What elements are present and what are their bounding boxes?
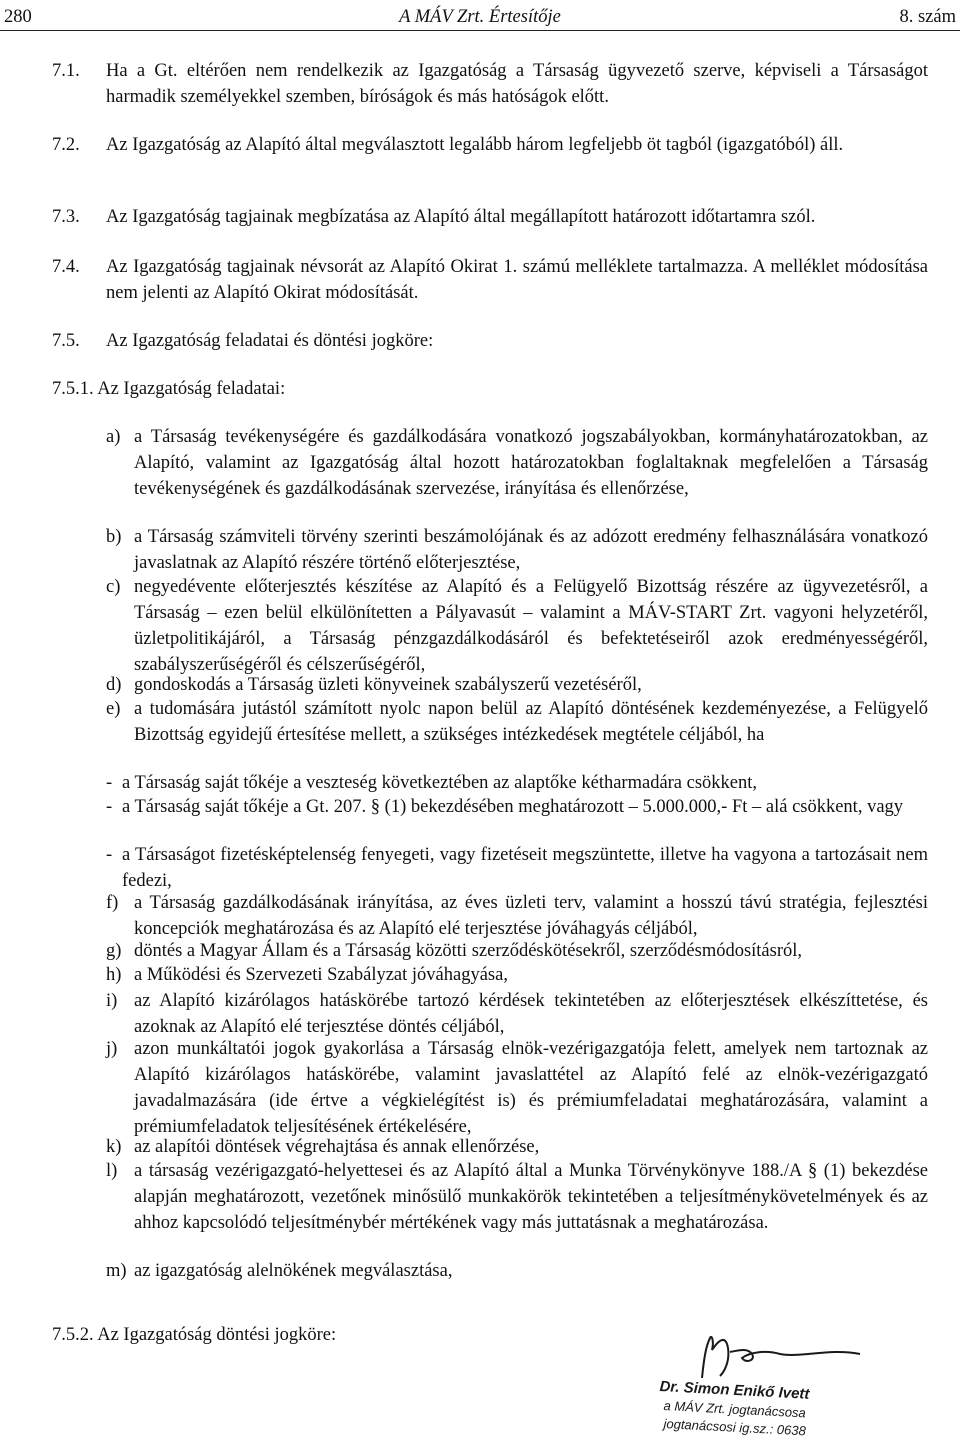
stamp-registration: jogtanácsosi ig.sz.: 0638	[663, 1416, 807, 1439]
section-7-2-text: Az Igazgatóság az Alapító által megválasztott legalább három legfeljebb öt tagból (igazgatóból) áll.	[106, 135, 844, 155]
section-7-5-text: Az Igazgatóság feladatai és döntési jogköre:	[106, 331, 434, 351]
list-text: a Társaság saját tőkéje a veszteség következtében az alaptőke kétharmadára csökkent,	[122, 773, 758, 793]
list-text: a Működési és Szervezeti Szabályzat jóváhagyása,	[134, 965, 508, 985]
section-7-3-text: Az Igazgatóság tagjainak megbízatása az Alapító által megállapított határozott időtartamra szól.	[106, 207, 816, 227]
list-text: azon munkáltatói jogok gyakorlása a Társaság elnök-vezérigazgatója felett, amelyek nem tartoznak az Alapító kizárólagos hatáskörébe, valamint javaslattétel az Alapító felé az elnök-vezérigazgató javadalmazására (ide értve a végkielégítést is) és prémiumfeladatai meghatározására, valamint a prémiumfeladatok teljesítésének értékelésére,	[134, 1039, 928, 1137]
list-label: -	[106, 845, 113, 865]
section-7-4-text: Az Igazgatóság tagjainak névsorát az Alapító Okirat 1. számú melléklete tartalmazza. A melléklet módosítása nem jelenti az Alapító Okirat módosítását.	[106, 257, 928, 303]
list-item-h	[106, 962, 928, 988]
section-7-1-text: Ha a Gt. eltérően nem rendelkezik az Igazgatóság a Társaság ügyvezető szerve, képviseli a Társaságot harmadik személyekkel szemben, bíróságok és más hatóságok előtt.	[106, 61, 928, 107]
list-label: j)	[106, 1039, 118, 1059]
list-item-k	[106, 1134, 928, 1160]
list-item-c	[106, 574, 928, 678]
section-7-5-1-heading: 7.5.1. Az Igazgatóság feladatai:	[52, 379, 286, 399]
list-item-dash-3	[106, 842, 928, 894]
handwritten-signature	[690, 1328, 890, 1388]
list-label: f)	[106, 893, 119, 913]
list-item-f	[106, 890, 928, 942]
page-header	[0, 2, 960, 31]
list-label: h)	[106, 965, 122, 985]
journal-title: A MÁV Zrt. Értesítője	[399, 7, 561, 27]
list-item-b	[106, 524, 928, 576]
list-item-i	[106, 988, 928, 1040]
section-number: 7.5.	[52, 331, 80, 351]
list-label: c)	[106, 577, 121, 597]
list-label: e)	[106, 699, 121, 719]
list-text: az Alapító kizárólagos hatáskörébe tartozó kérdések tekintetében az előterjesztések elkészíttetése, és azoknak az Alapító elé terjesztése döntés céljából,	[134, 991, 928, 1037]
list-text: az igazgatóság alelnökének megválasztása,	[134, 1261, 453, 1281]
list-label: m)	[106, 1261, 127, 1281]
stamp-name: Dr. Simon Enikő Ivett	[659, 1378, 810, 1403]
section-number: 7.2.	[52, 135, 80, 155]
list-text: az alapítói döntések végrehajtása és annak ellenőrzése,	[134, 1137, 540, 1157]
list-text: negyedévente előterjesztés készítése az Alapító és a Felügyelő Bizottság részére az ügyvezetésről, a Társaság – ezen belül elkülönítetten a Pályavasút – valamint a MÁV-START Zrt. vagyoni helyzetéről, üzletpolitikájáról, a Társaság pénzgazdálkodásáról és befektetéseiről azok eredményességéről, szabályszerűségéről és célszerűségéről,	[134, 577, 928, 675]
list-label: g)	[106, 941, 122, 961]
list-label: d)	[106, 675, 122, 695]
list-text: a Társaság számviteli törvény szerinti beszámolójának és az adózott eredmény felhasználására vonatkozó javaslatnak az Alapító részére történő előterjesztése,	[134, 527, 928, 573]
list-item-d	[106, 672, 928, 698]
list-text: a Társaság gazdálkodásának irányítása, az éves üzleti terv, valamint a hosszú távú stratégia, fejlesztési koncepciók meghatározása és az Alapító elé terjesztése jóváhagyás céljából,	[134, 893, 928, 939]
list-text: a tudomására jutástól számított nyolc napon belül az Alapító döntésének kezdeményezése, a Felügyelő Bizottság egyidejű értesítése mellett, a szükséges intézkedések megtétele céljából, ha	[134, 699, 928, 745]
list-item-e	[106, 696, 928, 748]
section-number: 7.4.	[52, 257, 80, 277]
list-text: a Társaság saját tőkéje a Gt. 207. § (1) bekezdésében meghatározott – 5.000.000,- Ft – alá csökkent, vagy	[122, 797, 904, 817]
stamp-role: a MÁV Zrt. jogtanácsosa	[663, 1398, 807, 1421]
list-text: döntés a Magyar Állam és a Társaság közötti szerződéskötésekről, szerződésmódosításról,	[134, 941, 803, 961]
list-label: -	[106, 773, 113, 793]
list-text: a Társaság tevékenységére és gazdálkodására vonatkozó jogszabályokban, kormányhatározatokban, az Alapító, valamint az Igazgatóság által hozott határozatokban foglaltaknak megfelelően a Társaság tevékenységének és gazdálkodásának szervezése, irányítása és ellenőrzése,	[134, 427, 928, 499]
list-item-m	[106, 1258, 928, 1284]
issue-number: 8. szám	[899, 7, 956, 27]
section-7-5-2-heading: 7.5.2. Az Igazgatóság döntési jogköre:	[52, 1325, 337, 1345]
list-item-l	[106, 1158, 928, 1236]
list-item-g	[106, 938, 928, 964]
section-number: 7.3.	[52, 207, 80, 227]
list-item-dash-1	[106, 770, 928, 796]
section-number: 7.1.	[52, 61, 80, 81]
list-label: l)	[106, 1161, 118, 1181]
list-label: i)	[106, 991, 118, 1011]
list-text: gondoskodás a Társaság üzleti könyveinek szabályszerű vezetéséről,	[134, 675, 642, 695]
list-label: k)	[106, 1137, 122, 1157]
list-item-a	[106, 424, 928, 502]
list-item-dash-2	[106, 794, 928, 820]
list-label: b)	[106, 527, 122, 547]
list-label: -	[106, 797, 113, 817]
list-text: a társaság vezérigazgató-helyettesei és az Alapító által a Munka Törvénykönyve 188./A § (1) bekezdése alapján meghatározott, vezetőnek minősülő munkakörök tekintetében a teljesítménykövetelmények és az ahhoz kapcsolódó teljesítménybér mértékének vagy más juttatásnak a meghatározása.	[134, 1161, 928, 1233]
list-text: a Társaságot fizetésképtelenség fenyegeti, vagy fizetéseit megszüntette, illetve ha vagyona a tartozásait nem fedezi,	[122, 845, 928, 891]
list-label: a)	[106, 427, 121, 447]
page-number: 280	[4, 7, 32, 27]
list-item-j	[106, 1036, 928, 1140]
